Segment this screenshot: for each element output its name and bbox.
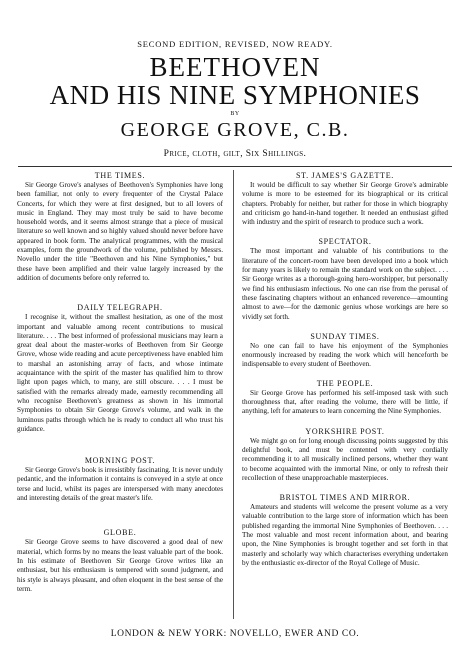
review-daily-telegraph bbox=[17, 302, 223, 434]
review-source: BRISTOL TIMES AND MIRROR. bbox=[279, 493, 411, 503]
review-text: No one can fail to have his enjoyment of the Symphonies enormously increased by reading the work which will henceforth be indispensable to every student of Beethoven. bbox=[242, 341, 448, 369]
review-text: It would be difficult to say whether Sir George Grove's admirable volume is more to be esteemed for its biographical or its critical chapters. Probably for neither, but rather for those in which biography and criticism go hand-in-hand together. It needed an enthusiast gifted with industry and the spirit of research to produce such a work. bbox=[242, 181, 448, 227]
price-line: Price, cloth, gilt, Six Shillings. bbox=[163, 149, 307, 159]
review-source: ST. JAMES'S GAZETTE. bbox=[296, 171, 394, 180]
review-source: MORNING POST. bbox=[84, 456, 156, 466]
title-line-1: BEETHOVEN bbox=[149, 52, 321, 82]
review-text: Sir George Grove's analyses of Beethoven's Symphonies have long been familiar, not only to every frequenter of the Crystal Palace Concerts, for which they were at first designed, but to all lovers of music in England. They may most truly be said to have become household words, and it seems almost strange that a piece of musical literature so well known and so highly valued should never before have appeared in book form. The analytical programmes, with the musical examples, form the groundwork of the volume, published by Messrs. Novello under the title "Beethoven and his Nine Symphonies," but these have been amplified and their value largely increased by the addition of documents before only referred to. bbox=[17, 181, 223, 282]
review-text: We might go on for long enough discussing points suggested by this delightful book, and must be contented with very cordially recommending it to all musically inclined persons, whether they want to become acquainted with the immortal Nine, or only to refresh their recollection of these unapproachable masterpieces. bbox=[242, 436, 448, 482]
review-text: Sir George Grove seems to have discovered a good deal of new material, which forms by no means the least valuable part of the book. In his estimate of Beethoven Sir George Grove writes like an enthusiast, but his enthusiasm is tempered with sound judgment, and his style is always pleasant, and often eloquent in the best sense of the term. bbox=[17, 538, 223, 593]
left-column bbox=[17, 169, 223, 619]
header-rule bbox=[18, 166, 452, 167]
review-source: THE TIMES. bbox=[94, 171, 146, 180]
review-st-jamess-gazette bbox=[242, 169, 448, 227]
review-the-people bbox=[242, 378, 448, 417]
review-source: THE PEOPLE. bbox=[316, 378, 374, 388]
review-text: I recognise it, without the smallest hesitation, as one of the most important and valuable among recent contributions to musical literature. . . . The best informed of professional musicians may learn a great deal about the master-works of Beethoven from Sir George Grove, whose wide reading and acute perceptiveness have enabled him to marshal an astonishing array of facts, and whose intimate acquaintance with the spirit of the master has qualified him to throw light upon pages which, to many, are still obscure. . . . I must be satisfied with the remarks already made, earnestly recommending all who recognise Beethoven's greatness as shown in his immortal Symphonies to obtain Sir George Grove's volume, and walk in the luminous paths through which he is ready to conduct all who trust his guidance. bbox=[17, 313, 223, 433]
by-label: BY bbox=[230, 111, 240, 117]
review-text: Sir George Grove's book is irresistibly fascinating. It is never unduly pedantic, and the information it contains is conveyed in a style at once terse and lucid, whilst its pages are interspersed with many anecdotes and interesting details of the great master's life. bbox=[17, 466, 223, 503]
review-source: SUNDAY TIMES. bbox=[310, 331, 380, 341]
title-line-2: AND HIS NINE SYMPHONIES bbox=[49, 80, 421, 110]
review-source: YORKSHIRE POST. bbox=[305, 426, 385, 436]
right-column bbox=[242, 169, 448, 619]
author-name: GEORGE GROVE, C.B. bbox=[120, 119, 350, 141]
review-text: Amateurs and students will welcome the present volume as a very valuable contribution to the large store of information which has been published regarding the immortal Nine Symphonies of Beethoven. . . . The most valuable and most recent information about, and bearing upon, the Nine Symphonies is brought together and set forth in that masterly and scholarly way which characterises everything undertaken by the enthusiastic ex-director of the Royal College of Music. bbox=[242, 503, 448, 567]
review-yorkshire-post bbox=[242, 426, 448, 483]
edition-notice: SECOND EDITION, REVISED, NOW READY. bbox=[137, 39, 333, 49]
publisher-footer: LONDON & NEW YORK: NOVELLO, EWER AND CO. bbox=[110, 629, 360, 639]
review-spectator bbox=[242, 236, 448, 321]
review-morning-post bbox=[17, 455, 223, 503]
review-text: The most important and valuable of his contributions to the literature of the concert-room have been developed into a book which for many years is likely to remain the standard work on the subject. . . . Sir George writes as a thorough-going hero-worshipper, but personally we find his enthusiasm infectious. No one can rise from the perusal of these fascinating chapters without an enhanced reverence—amounting almost to awe—for the dæmonic genius whose workings are here so vividly set forth. bbox=[242, 247, 448, 321]
review-times bbox=[17, 169, 223, 283]
column-divider bbox=[233, 170, 234, 619]
review-source: GLOBE. bbox=[103, 528, 137, 538]
review-text: Sir George Grove has performed his self-imposed task with such thoroughness that, after reading the volume, there will be little, if anything, left for amateurs to learn concerning the Nine Symphonies. bbox=[242, 388, 448, 416]
review-bristol-times bbox=[242, 492, 448, 568]
review-source: SPECTATOR. bbox=[318, 237, 372, 247]
review-sunday-times bbox=[242, 331, 448, 370]
review-source: DAILY TELEGRAPH. bbox=[77, 303, 163, 313]
review-globe bbox=[17, 527, 223, 594]
